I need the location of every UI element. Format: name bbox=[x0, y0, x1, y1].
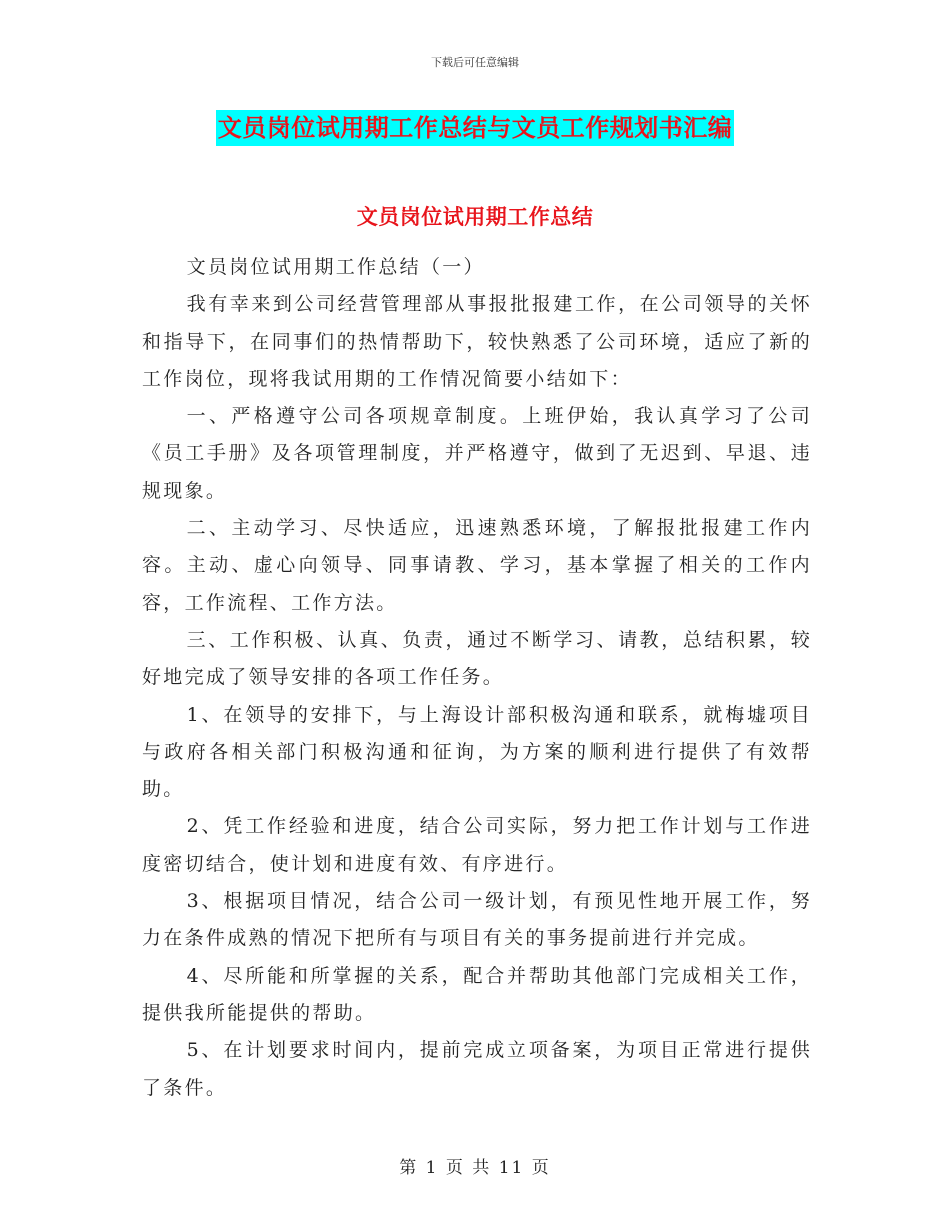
paragraph-item-2: 二、主动学习、尽快适应，迅速熟悉环境，了解报批报建工作内容。主动、虚心向领导、同事请教、学习，基本掌握了相关的工作内容，工作流程、工作方法。 bbox=[142, 517, 812, 614]
paragraph-subitem-5: 5、在计划要求时间内，提前完成立项备案，为项目正常进行提供了条件。 bbox=[142, 1039, 812, 1099]
paragraph-subitem-2: 2、凭工作经验和进度，结合公司实际，努力把工作计划与工作进度密切结合，使计划和进度有效、有序进行。 bbox=[142, 815, 812, 875]
paragraph-subitem-1: 1、在领导的安排下，与上海设计部积极沟通和联系，就梅墟项目与政府各相关部门积极沟通和征询，为方案的顺利进行提供了有效帮助。 bbox=[142, 703, 812, 801]
paragraph-subitem-3: 3、根据项目情况，结合公司一级计划，有预见性地开展工作，努力在条件成熟的情况下把所有与项目有关的事务提前进行并完成。 bbox=[142, 890, 812, 950]
paragraph-subitem-4: 4、尽所能和所掌握的关系，配合并帮助其他部门完成相关工作，提供我所能提供的帮助。 bbox=[142, 964, 812, 1024]
paragraph-intro: 我有幸来到公司经营管理部从事报批报建工作，在公司领导的关怀和指导下，在同事们的热情帮助下，较快熟悉了公司环境，适应了新的工作岗位，现将我试用期的工作情况简要小结如下： bbox=[142, 293, 812, 390]
document-title-text: 文员岗位试用期工作总结与文员工作规划书汇编 bbox=[216, 110, 735, 146]
document-title bbox=[0, 110, 950, 149]
paragraph-subtitle: 文员岗位试用期工作总结（一） bbox=[186, 256, 485, 278]
paragraph-item-1: 一、严格遵守公司各项规章制度。上班伊始，我认真学习了公司《员工手册》及各项管理制度，并严格遵守，做到了无迟到、早退、违规现象。 bbox=[142, 405, 812, 502]
page-header-note: 下载后可任意编辑 bbox=[431, 56, 519, 69]
document-body bbox=[142, 249, 812, 1107]
section-title: 文员岗位试用期工作总结 bbox=[356, 205, 594, 229]
page-number-footer: 第 1 页 共 11 页 bbox=[399, 1158, 551, 1178]
paragraph-item-3: 三、工作积极、认真、负责，通过不断学习、请教，总结积累，较好地完成了领导安排的各项工作任务。 bbox=[142, 628, 812, 689]
